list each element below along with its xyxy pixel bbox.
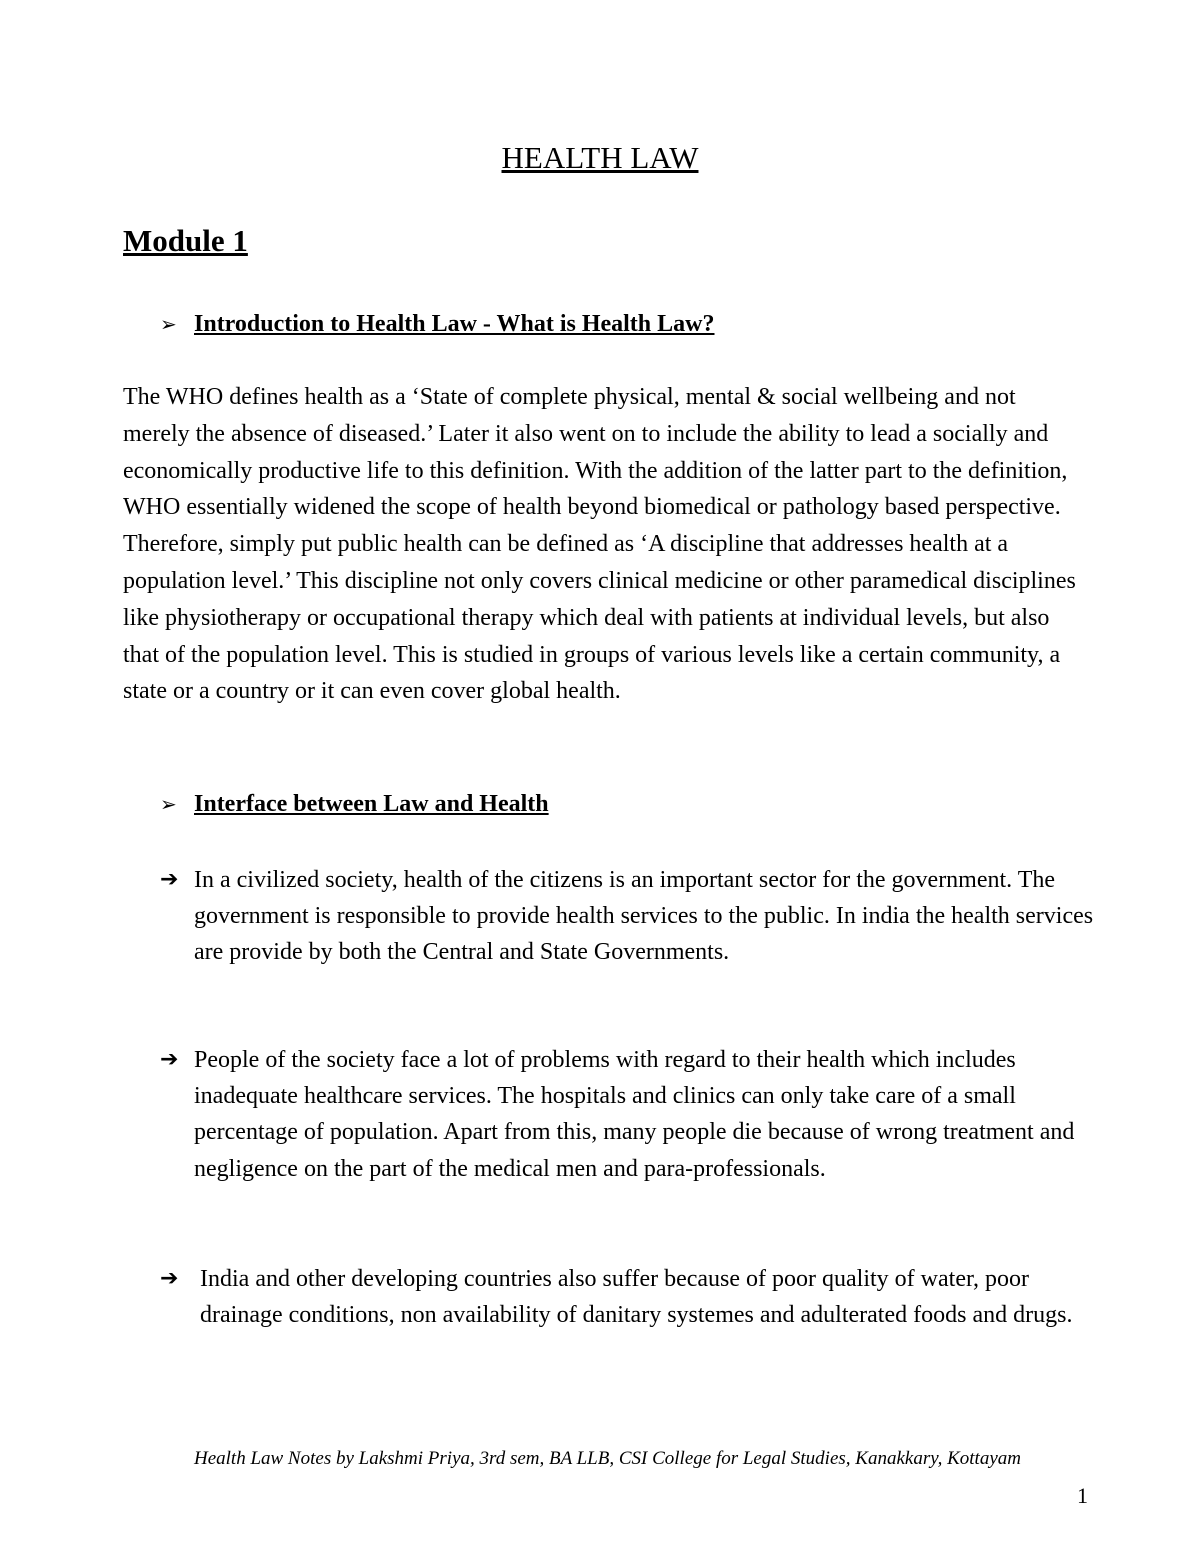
intro-paragraph: The WHO defines health as a ‘State of complete physical, mental & social wellbeing and not merely the absence of diseased.’ Later it also went on to include the ability to lead a socially and economically productive life to this definition. With the addition of the latter part to the definition, WHO essentially widened the scope of health beyond biomedical or pathology based perspective. Therefore, simply put public health can be defined as ‘A discipline that addresses health at a population level.’ This discipline not only covers clinical medicine or other paramedical disciplines like physiotherapy or occupational therapy which deal with patients at individual levels, but also that of the population level. This is studied in groups of various levels like a certain community, a state or a country or it can even cover global health. — [123, 384, 1076, 705]
list-item — [160, 1261, 1100, 1333]
list-item-text: India and other developing countries also suffer because of poor quality of water, poor drainage conditions, non availability of danitary systemes and adulterated foods and drugs. — [200, 1266, 1073, 1329]
document-title: HEALTH LAW — [501, 140, 699, 175]
module-heading: Module 1 — [123, 223, 248, 258]
section-heading-text: Interface between Law and Health — [194, 791, 549, 817]
page-number: 1 — [1077, 1483, 1088, 1508]
list-item — [160, 1042, 1100, 1187]
arrow-right-icon: ➔ — [160, 867, 179, 892]
list-item-text: In a civilized society, health of the citizens is an important sector for the government. The government is responsible to provide health services to the public. In india the health services are provide by both the Central and State Governments. — [194, 867, 1094, 966]
list-item — [160, 862, 1100, 971]
arrow-right-icon: ➔ — [160, 1266, 179, 1291]
arrow-right-icon: ➔ — [160, 1047, 179, 1072]
page-footer: Health Law Notes by Lakshmi Priya, 3rd sem, BA LLB, CSI College for Legal Studies, Kanakkary, Kottayam — [193, 1448, 1021, 1469]
section-heading-introduction — [160, 311, 715, 338]
section-heading-interface — [160, 791, 549, 818]
section-heading-text: Introduction to Health Law - What is Health Law? — [194, 311, 715, 337]
bullet-marker-icon: ➢ — [160, 792, 177, 816]
bullet-marker-icon: ➢ — [160, 312, 177, 336]
list-item-text: People of the society face a lot of problems with regard to their health which includes inadequate healthcare services. The hospitals and clinics can only take care of a small percentage of population. Apart from this, many people die because of wrong treatment and negligence on the part of the medical men and para-professionals. — [194, 1047, 1075, 1182]
